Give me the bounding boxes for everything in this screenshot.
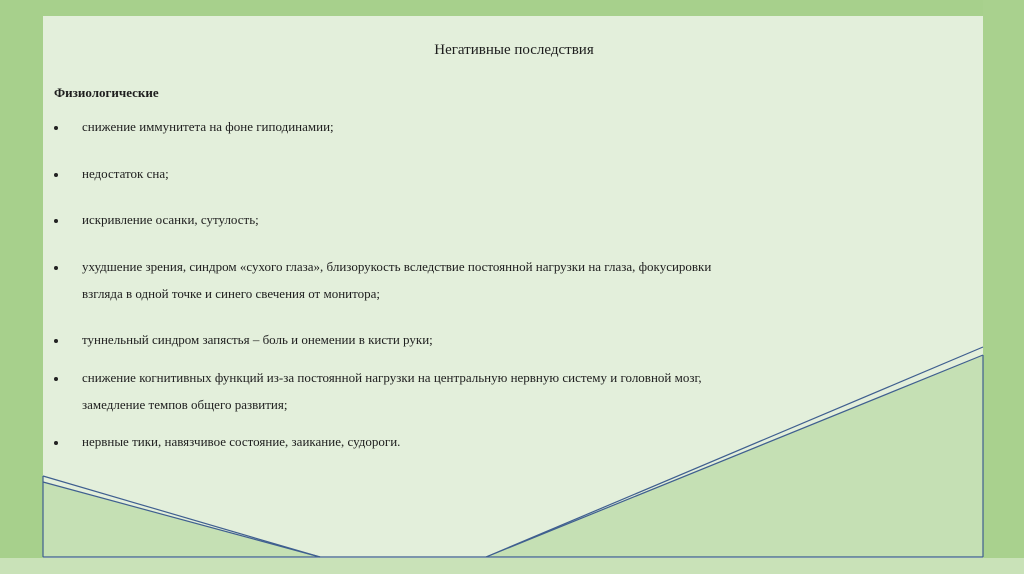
list-item-text: недостаток сна; bbox=[82, 166, 169, 181]
list-item-text-continued: взгляда в одной точке и синего свечения от монитора; bbox=[82, 286, 381, 301]
bullet-icon bbox=[54, 173, 58, 177]
bullet-icon bbox=[54, 339, 58, 343]
section-subheading: Физиологические bbox=[54, 85, 159, 100]
bullet-icon bbox=[54, 441, 58, 445]
bullet-icon bbox=[54, 219, 58, 223]
list-item-text: снижение когнитивных функций из-за постоянной нагрузки на центральную нервную систему и головной мозг, bbox=[82, 370, 702, 385]
list-item-text: ухудшение зрения, синдром «сухого глаза», близорукость вследствие постоянной нагрузки на глаза, фокусировки bbox=[82, 259, 712, 274]
list-item-text: нервные тики, навязчивое состояние, заикание, судороги. bbox=[82, 434, 401, 449]
slide-title: Негативные последствия bbox=[434, 42, 594, 58]
bullet-icon bbox=[54, 126, 58, 130]
bullet-icon bbox=[54, 266, 58, 270]
list-item-text: туннельный синдром запястья – боль и онемении в кисти руки; bbox=[82, 332, 433, 347]
list-item-text: искривление осанки, сутулость; bbox=[82, 212, 259, 227]
list-item-text: снижение иммунитета на фоне гиподинамии; bbox=[82, 119, 334, 134]
bullet-icon bbox=[54, 377, 58, 381]
list-item-text-continued: замедление темпов общего развития; bbox=[82, 397, 288, 412]
